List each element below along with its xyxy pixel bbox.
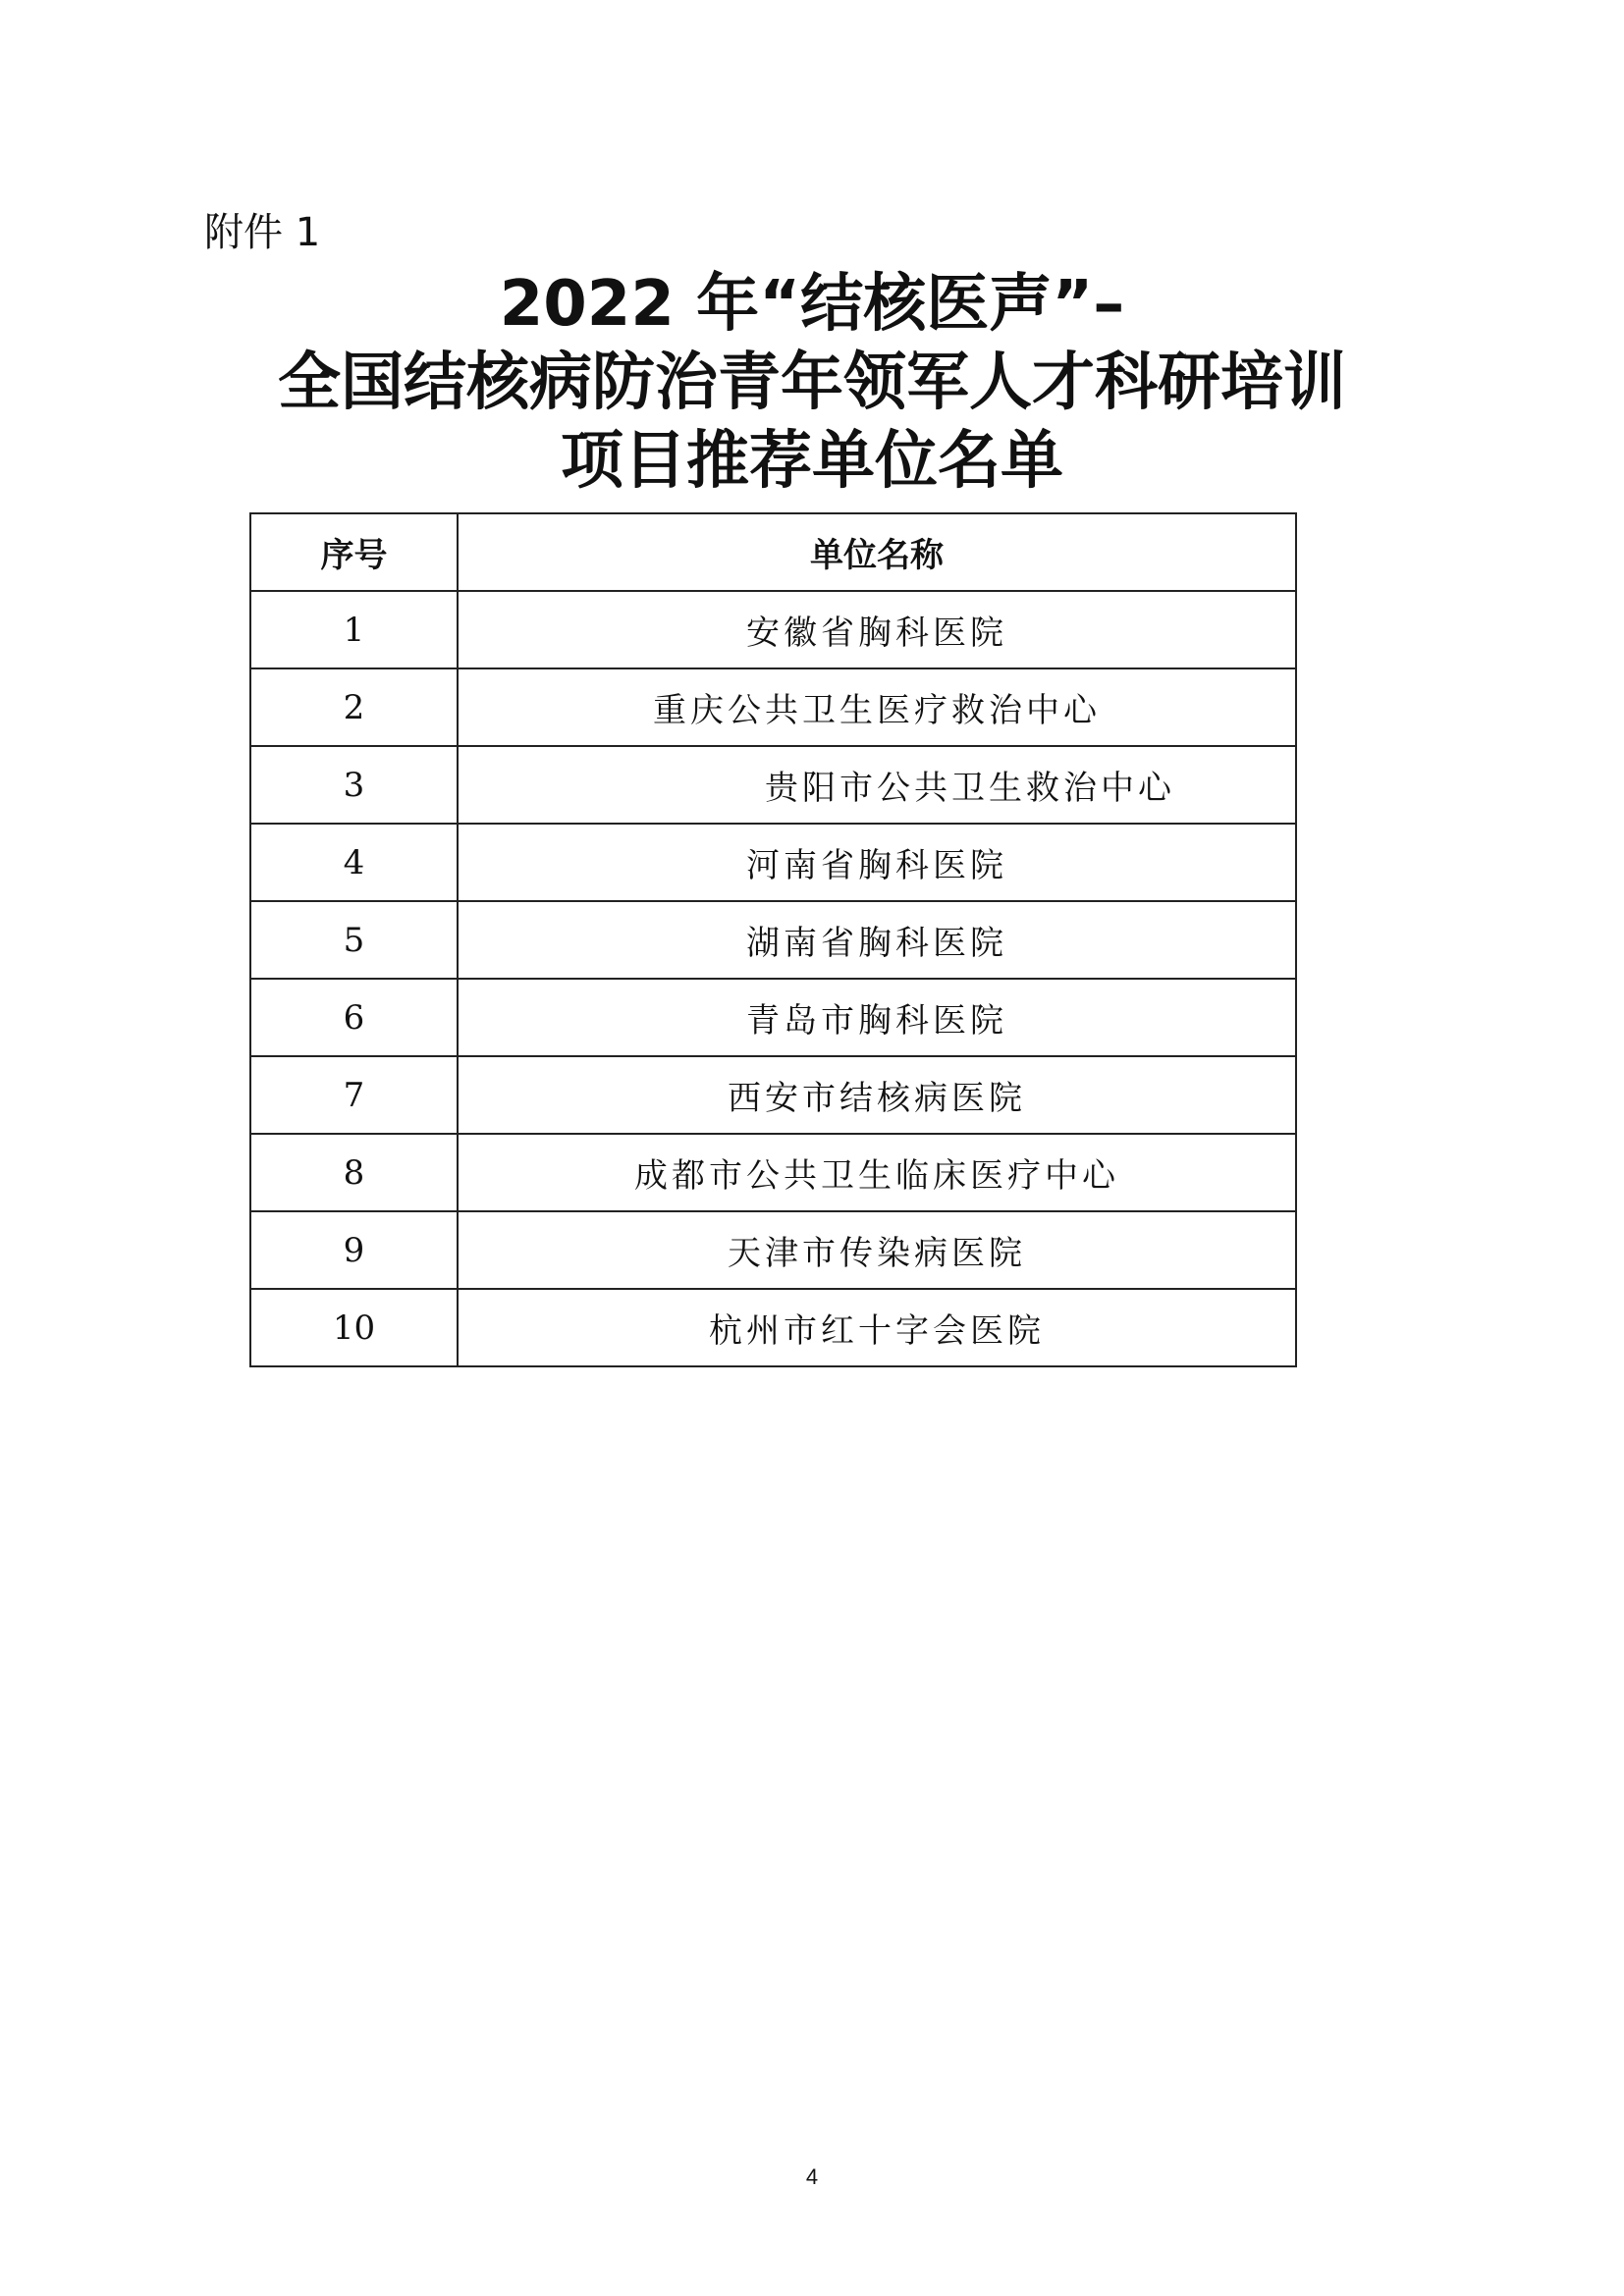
row-number: 1	[250, 591, 458, 668]
table-row	[250, 901, 1296, 979]
document-title	[0, 265, 1624, 501]
unit-name: 成都市公共卫生临床医疗中心	[458, 1134, 1296, 1211]
row-number: 7	[250, 1056, 458, 1134]
table-row	[250, 591, 1296, 668]
header-serial-number: 序号	[250, 513, 458, 591]
unit-name: 安徽省胸科医院	[458, 591, 1296, 668]
unit-name: 湖南省胸科医院	[458, 901, 1296, 979]
unit-name: 河南省胸科医院	[458, 824, 1296, 901]
table-header-row	[250, 513, 1296, 591]
row-number: 9	[250, 1211, 458, 1289]
table-row	[250, 979, 1296, 1056]
row-number: 4	[250, 824, 458, 901]
unit-name: 贵阳市公共卫生救治中心	[458, 746, 1296, 824]
table-row	[250, 746, 1296, 824]
row-number: 3	[250, 746, 458, 824]
unit-name: 西安市结核病医院	[458, 1056, 1296, 1134]
row-number: 5	[250, 901, 458, 979]
title-line-3: 项目推荐单位名单	[561, 425, 1063, 498]
table-row	[250, 1211, 1296, 1289]
table-row	[250, 668, 1296, 746]
table-row	[250, 1134, 1296, 1211]
attachment-label: 附件 1	[204, 210, 321, 255]
row-number: 6	[250, 979, 458, 1056]
row-number: 8	[250, 1134, 458, 1211]
title-line-1: 2022 年“结核医声”–	[499, 268, 1125, 341]
unit-name: 天津市传染病医院	[458, 1211, 1296, 1289]
row-number: 2	[250, 668, 458, 746]
header-unit-name: 单位名称	[458, 513, 1296, 591]
row-number: 10	[250, 1289, 458, 1366]
unit-list-table	[249, 512, 1297, 1367]
title-line-2: 全国结核病防治青年领军人才科研培训	[278, 347, 1346, 419]
table-row	[250, 824, 1296, 901]
unit-name: 杭州市红十字会医院	[458, 1289, 1296, 1366]
unit-name: 青岛市胸科医院	[458, 979, 1296, 1056]
page-number: 4	[805, 2164, 819, 2189]
table-row	[250, 1056, 1296, 1134]
table-row	[250, 1289, 1296, 1366]
unit-name: 重庆公共卫生医疗救治中心	[458, 668, 1296, 746]
